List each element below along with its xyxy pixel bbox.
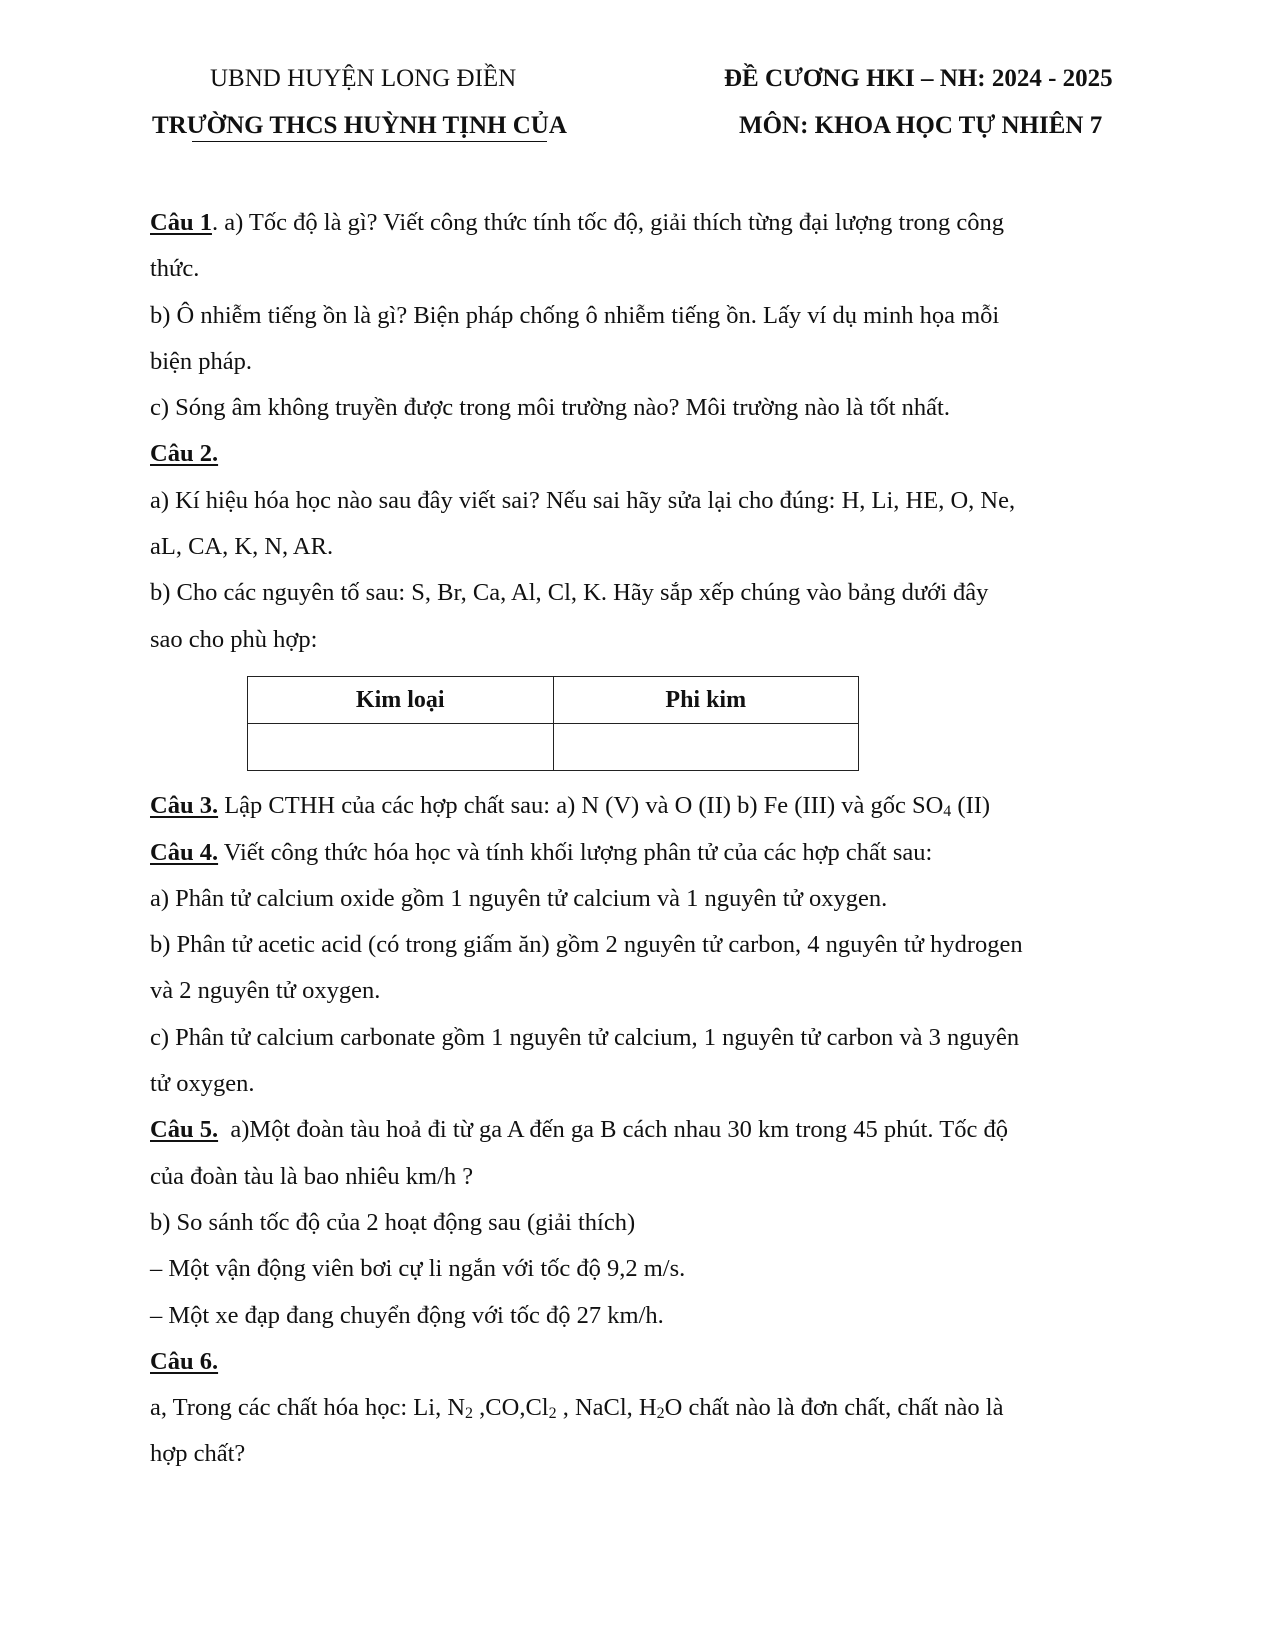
- q1-line-b2: biện pháp.: [150, 347, 253, 375]
- table-cell-nonmetal-empty: [553, 724, 859, 771]
- q4-line-c2: tử oxygen.: [150, 1070, 255, 1098]
- q2-label: Câu 2.: [150, 440, 219, 468]
- q4-line-a: a) Phân tử calcium oxide gồm 1 nguyên tử calcium và 1 nguyên tử oxygen.: [150, 884, 888, 912]
- q6-line-label: [150, 1339, 1130, 1385]
- q1-line-a1: [150, 200, 1130, 246]
- table-header-metal: Kim loại: [248, 676, 554, 723]
- header-subject: MÔN: KHOA HỌC TỰ NHIÊN 7: [739, 112, 1103, 139]
- q6-a-part3: , NaCl, H: [556, 1394, 657, 1422]
- q6-a-sub2: 2: [548, 1405, 557, 1423]
- q6-a-part1: a, Trong các chất hóa học: Li, N: [150, 1394, 466, 1422]
- table-row: [248, 724, 859, 771]
- q4-line: [150, 830, 1130, 876]
- table-cell-metal-empty: [248, 724, 554, 771]
- q4-line-b1: b) Phân tử acetic acid (có trong giấm ăn) gồm 2 nguyên tử carbon, 4 nguyên tử hydrogen: [150, 931, 1023, 959]
- header-title: ĐỀ CƯƠNG HKI – NH: 2024 - 2025: [724, 65, 1113, 92]
- header-school: TRƯỜNG THCS HUỲNH TỊNH CỦA: [152, 112, 567, 139]
- q6-line-a2: hợp chất?: [150, 1440, 246, 1468]
- q1-line-c: c) Sóng âm không truyền được trong môi trường nào? Môi trường nào là tốt nhất.: [150, 394, 950, 422]
- q5-line-a1: [150, 1107, 1130, 1153]
- header-underline: [192, 141, 547, 142]
- q2-line-b2: sao cho phù hợp:: [150, 625, 318, 653]
- header-district: UBND HUYỆN LONG ĐIỀN: [210, 65, 517, 92]
- q1-line-b1: b) Ô nhiễm tiếng ồn là gì? Biện pháp chống ô nhiễm tiếng ồn. Lấy ví dụ minh họa mỗi: [150, 301, 1000, 329]
- q3-tail: (II): [951, 792, 991, 820]
- document-body: [150, 200, 1130, 1478]
- q2-line-label: [150, 431, 1130, 477]
- table-header-row: [248, 676, 859, 723]
- q2-line-a2: aL, CA, K, N, AR.: [150, 533, 334, 561]
- q5-a-text: a)Một đoàn tàu hoả đi từ ga A đến ga B cách nhau 30 km trong 45 phút. Tốc độ: [218, 1116, 1008, 1144]
- classification-table: [247, 676, 859, 771]
- q5-line-b: b) So sánh tốc độ của 2 hoạt động sau (giải thích): [150, 1208, 636, 1236]
- q4-line-c1: c) Phân tử calcium carbonate gồm 1 nguyên tử calcium, 1 nguyên tử carbon và 3 nguyên: [150, 1023, 1020, 1051]
- classification-table-wrapper: [150, 663, 1130, 783]
- q6-a-part4: O chất nào là đơn chất, chất nào là: [664, 1394, 1004, 1422]
- q6-label: Câu 6.: [150, 1347, 219, 1375]
- q5-line-a2: của đoàn tàu là bao nhiêu km/h ?: [150, 1162, 474, 1190]
- q5-label: Câu 5.: [150, 1116, 219, 1144]
- q1-line-a2: thức.: [150, 255, 200, 283]
- q3-line: [150, 783, 1130, 829]
- q2-line-b1: b) Cho các nguyên tố sau: S, Br, Ca, Al, Cl, K. Hãy sắp xếp chúng vào bảng dưới đây: [150, 579, 989, 607]
- q6-a-sub3: 2: [656, 1405, 665, 1423]
- q1-a-text: . a) Tốc độ là gì? Viết công thức tính tốc độ, giải thích từng đại lượng trong công: [211, 209, 1005, 236]
- q5-line-b-item1: – Một vận động viên bơi cự li ngắn với tốc độ 9,2 m/s.: [150, 1255, 686, 1283]
- q6-line-a1: [150, 1385, 1130, 1431]
- q4-text: Viết công thức hóa học và tính khối lượng phân tử của các hợp chất sau:: [218, 838, 933, 866]
- q1-label: Câu 1: [150, 209, 212, 236]
- q4-line-b2: và 2 nguyên tử oxygen.: [150, 977, 381, 1005]
- q2-line-a1: a) Kí hiệu hóa học nào sau đây viết sai? Nếu sai hãy sửa lại cho đúng: H, Li, HE, O, Ne,: [150, 486, 1016, 514]
- q6-a-part2: ,CO,Cl: [473, 1394, 549, 1422]
- table-header-nonmetal: Phi kim: [553, 676, 859, 723]
- q3-subscript: 4: [943, 803, 952, 821]
- q5-line-b-item2: – Một xe đạp đang chuyển động với tốc độ 27 km/h.: [150, 1301, 664, 1329]
- q3-label: Câu 3.: [150, 792, 219, 820]
- q3-text: Lập CTHH của các hợp chất sau: a) N (V) và O (II) b) Fe (III) và gốc SO: [218, 792, 944, 820]
- q4-label: Câu 4.: [150, 838, 219, 866]
- q6-a-sub1: 2: [465, 1405, 474, 1423]
